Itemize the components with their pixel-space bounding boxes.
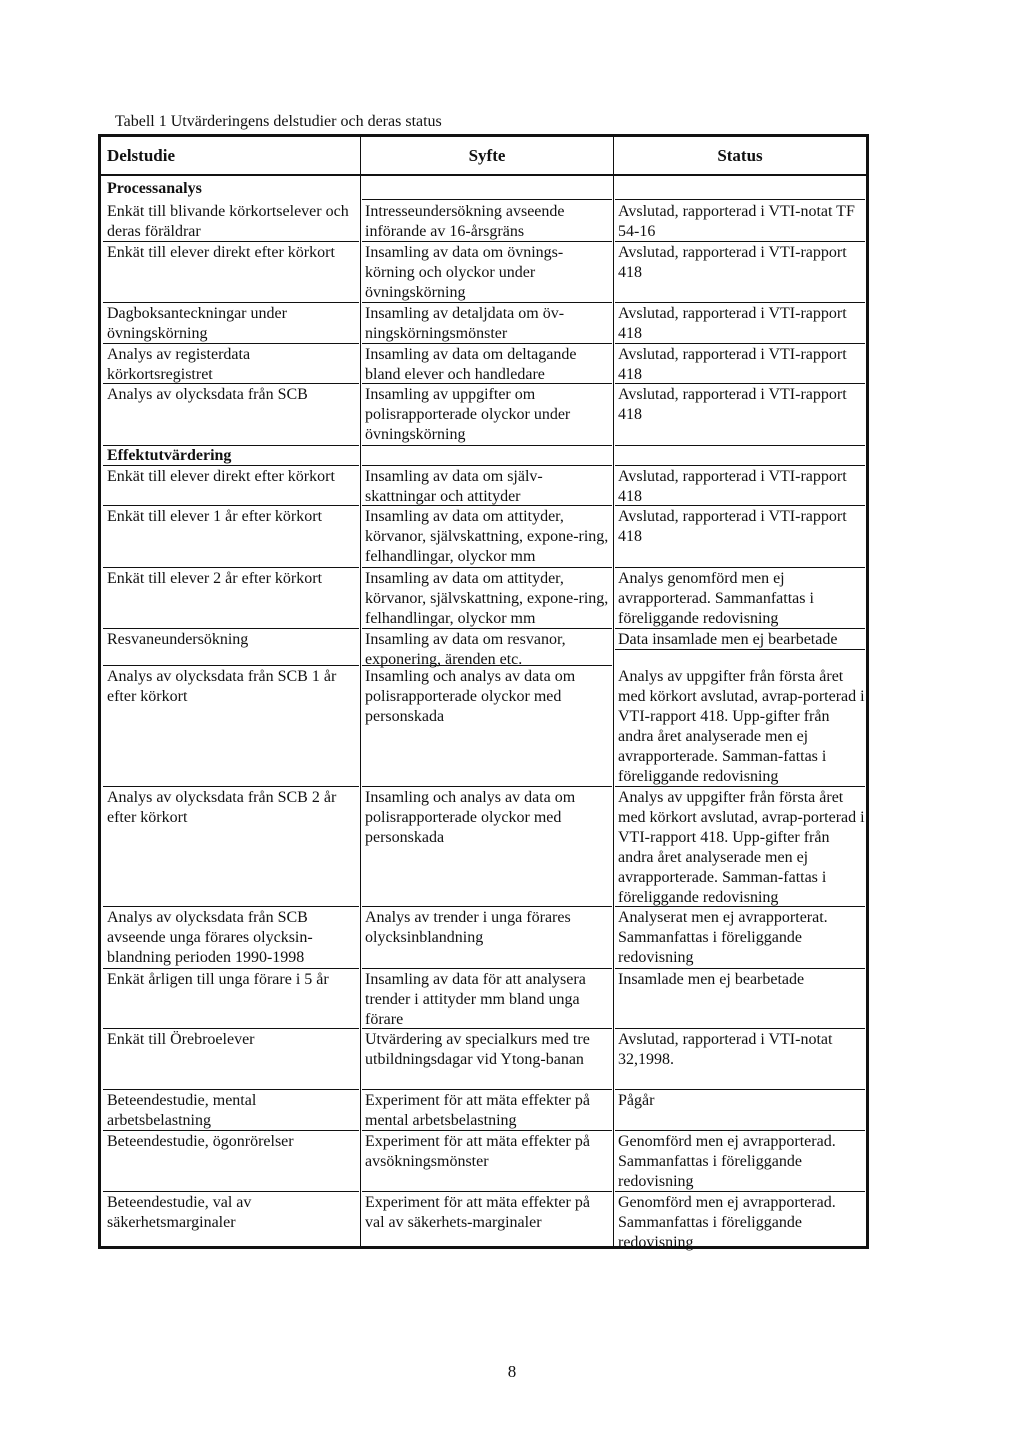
cell-status: Genomförd men ej avrapporterad. Sammanfattas i föreliggande redovisning	[618, 1133, 836, 1190]
section-title-processanalys: Processanalys	[107, 180, 202, 197]
cell-status: Avslutad, rapporterad i VTI-notat TF 54-16	[618, 203, 855, 240]
cell-status: Analyserat men ej avrapporterat. Sammanfattas i föreliggande redovisning	[618, 909, 828, 966]
cell-delstudie: Resvaneundersökning	[107, 631, 249, 648]
table-row	[101, 1029, 866, 1090]
cell-status: Analys av uppgifter från första året med körkort avslutad, avrap-porterad i VTI-rapport 418. Upp-gifter från andra året analyserade men ej avrapporterade. Samman-fattas i föreliggande redovisning	[618, 789, 865, 906]
table-row	[101, 466, 866, 506]
table-row	[101, 1090, 866, 1130]
cell-delstudie: Analys av olycksdata från SCB avseende unga förares olycksin-blandning perioden 1990-1998	[107, 909, 313, 966]
cell-syfte: Insamling av data om övnings-körning och olyckor under övningskörning	[365, 244, 564, 301]
cell-status: Pågår	[618, 1092, 655, 1109]
table-row	[101, 303, 866, 344]
cell-syfte: Insamling av data om deltagande bland elever och handledare	[365, 346, 577, 383]
cell-delstudie: Beteendestudie, val av säkerhetsmarginaler	[107, 1194, 252, 1231]
table-row	[101, 787, 866, 907]
table-header	[101, 137, 866, 176]
cell-delstudie: Enkät till elever 2 år efter körkort	[107, 570, 323, 587]
cell-syfte: Insamling av uppgifter om polisrapporterade olyckor under övningskörning	[365, 386, 571, 443]
cell-syfte: Insamling av detaljdata om öv-ningskörningsmönster	[365, 305, 565, 342]
table-row	[101, 629, 866, 666]
cell-status: Data insamlade men ej bearbetade	[618, 631, 838, 648]
cell-syfte: Analys av trender i unga förares olycksinblandning	[365, 909, 571, 946]
cell-status: Analys av uppgifter från första året med körkort avslutad, avrap-porterad i VTI-rapport 418. Upp-gifter från andra året analyserade men ej avrapporterade. Samman-fattas i föreliggande redovisning	[618, 668, 865, 785]
table-row	[101, 907, 866, 968]
cell-status: Insamlade men ej bearbetade	[618, 971, 805, 988]
cell-delstudie: Analys av registerdata körkortsregistret	[107, 346, 251, 383]
section-row	[101, 446, 866, 466]
cell-syfte: Experiment för att mäta effekter på mental arbetsbelastning	[365, 1092, 590, 1129]
table-row	[101, 201, 866, 242]
cell-status: Avslutad, rapporterad i VTI-rapport 418	[618, 244, 847, 281]
cell-status: Genomförd men ej avrapporterad. Sammanfattas i föreliggande redovisning	[618, 1194, 836, 1251]
cell-status: Avslutad, rapporterad i VTI-rapport 418	[618, 386, 847, 423]
cell-syfte: Insamling av data för att analysera trender i attityder mm bland unga förare	[365, 971, 586, 1028]
table-row	[101, 969, 866, 1029]
cell-status: Avslutad, rapporterad i VTI-rapport 418	[618, 346, 847, 383]
cell-delstudie: Enkät årligen till unga förare i 5 år	[107, 971, 329, 988]
table-row	[101, 1131, 866, 1191]
cell-syfte: Utvärdering av specialkurs med tre utbildningsdagar vid Ytong-banan	[365, 1031, 590, 1068]
cell-syfte: Intresseundersökning avseende införande av 16-årsgräns	[365, 203, 565, 240]
cell-syfte: Insamling av data om attityder, körvanor, självskattning, expone-ring, felhandlingar, olyckor mm	[365, 508, 609, 565]
cell-status: Avslutad, rapporterad i VTI-rapport 418	[618, 468, 847, 505]
table-row	[101, 384, 866, 445]
table-row	[101, 1192, 866, 1251]
status-table	[98, 134, 869, 1249]
cell-delstudie: Analys av olycksdata från SCB 2 år efter körkort	[107, 789, 337, 826]
table-row	[101, 242, 866, 303]
cell-syfte: Experiment för att mäta effekter på avsökningsmönster	[365, 1133, 590, 1170]
header-delstudie: Delstudie	[101, 137, 361, 174]
cell-status: Avslutad, rapporterad i VTI-rapport 418	[618, 305, 847, 342]
table-row	[101, 506, 866, 567]
table-row	[101, 568, 866, 629]
cell-syfte: Insamling av data om själv-skattningar och attityder	[365, 468, 543, 505]
cell-delstudie: Enkät till elever direkt efter körkort	[107, 468, 335, 485]
cell-syfte: Insamling av data om attityder, körvanor, självskattning, expone-ring, felhandlingar, olyckor mm	[365, 570, 609, 627]
table-row	[101, 666, 866, 786]
cell-delstudie: Enkät till Örebroelever	[107, 1031, 255, 1048]
cell-syfte: Insamling och analys av data om polisrapporterade olyckor med personskada	[365, 668, 576, 725]
cell-delstudie: Enkät till elever direkt efter körkort	[107, 244, 335, 261]
cell-status: Avslutad, rapporterad i VTI-notat 32,1998.	[618, 1031, 833, 1068]
cell-delstudie: Enkät till blivande körkortselever och deras föräldrar	[107, 203, 349, 240]
cell-status: Analys genomförd men ej avrapporterad. Sammanfattas i föreliggande redovisning	[618, 570, 814, 627]
cell-syfte: Experiment för att mäta effekter på val av säkerhets-marginaler	[365, 1194, 590, 1231]
cell-syfte: Insamling av data om resvanor, exponering, ärenden etc.	[365, 631, 566, 668]
cell-delstudie: Analys av olycksdata från SCB 1 år efter körkort	[107, 668, 337, 705]
page-number: 8	[507, 1362, 517, 1381]
header-syfte: Syfte	[361, 137, 614, 174]
cell-delstudie: Beteendestudie, mental arbetsbelastning	[107, 1092, 257, 1129]
table-caption: Tabell 1 Utvärderingens delstudier och deras status	[115, 113, 442, 130]
cell-delstudie: Analys av olycksdata från SCB	[107, 386, 308, 403]
cell-status: Avslutad, rapporterad i VTI-rapport 418	[618, 508, 847, 545]
cell-delstudie: Dagboksanteckningar under övningskörning	[107, 305, 287, 342]
cell-syfte: Insamling och analys av data om polisrapporterade olyckor med personskada	[365, 789, 576, 846]
table-row	[101, 344, 866, 384]
section-title-effektutvardering: Effektutvärdering	[107, 447, 232, 464]
cell-delstudie: Beteendestudie, ögonrörelser	[107, 1133, 294, 1150]
section-row	[101, 176, 866, 201]
header-status: Status	[717, 145, 763, 165]
cell-delstudie: Enkät till elever 1 år efter körkort	[107, 508, 323, 525]
